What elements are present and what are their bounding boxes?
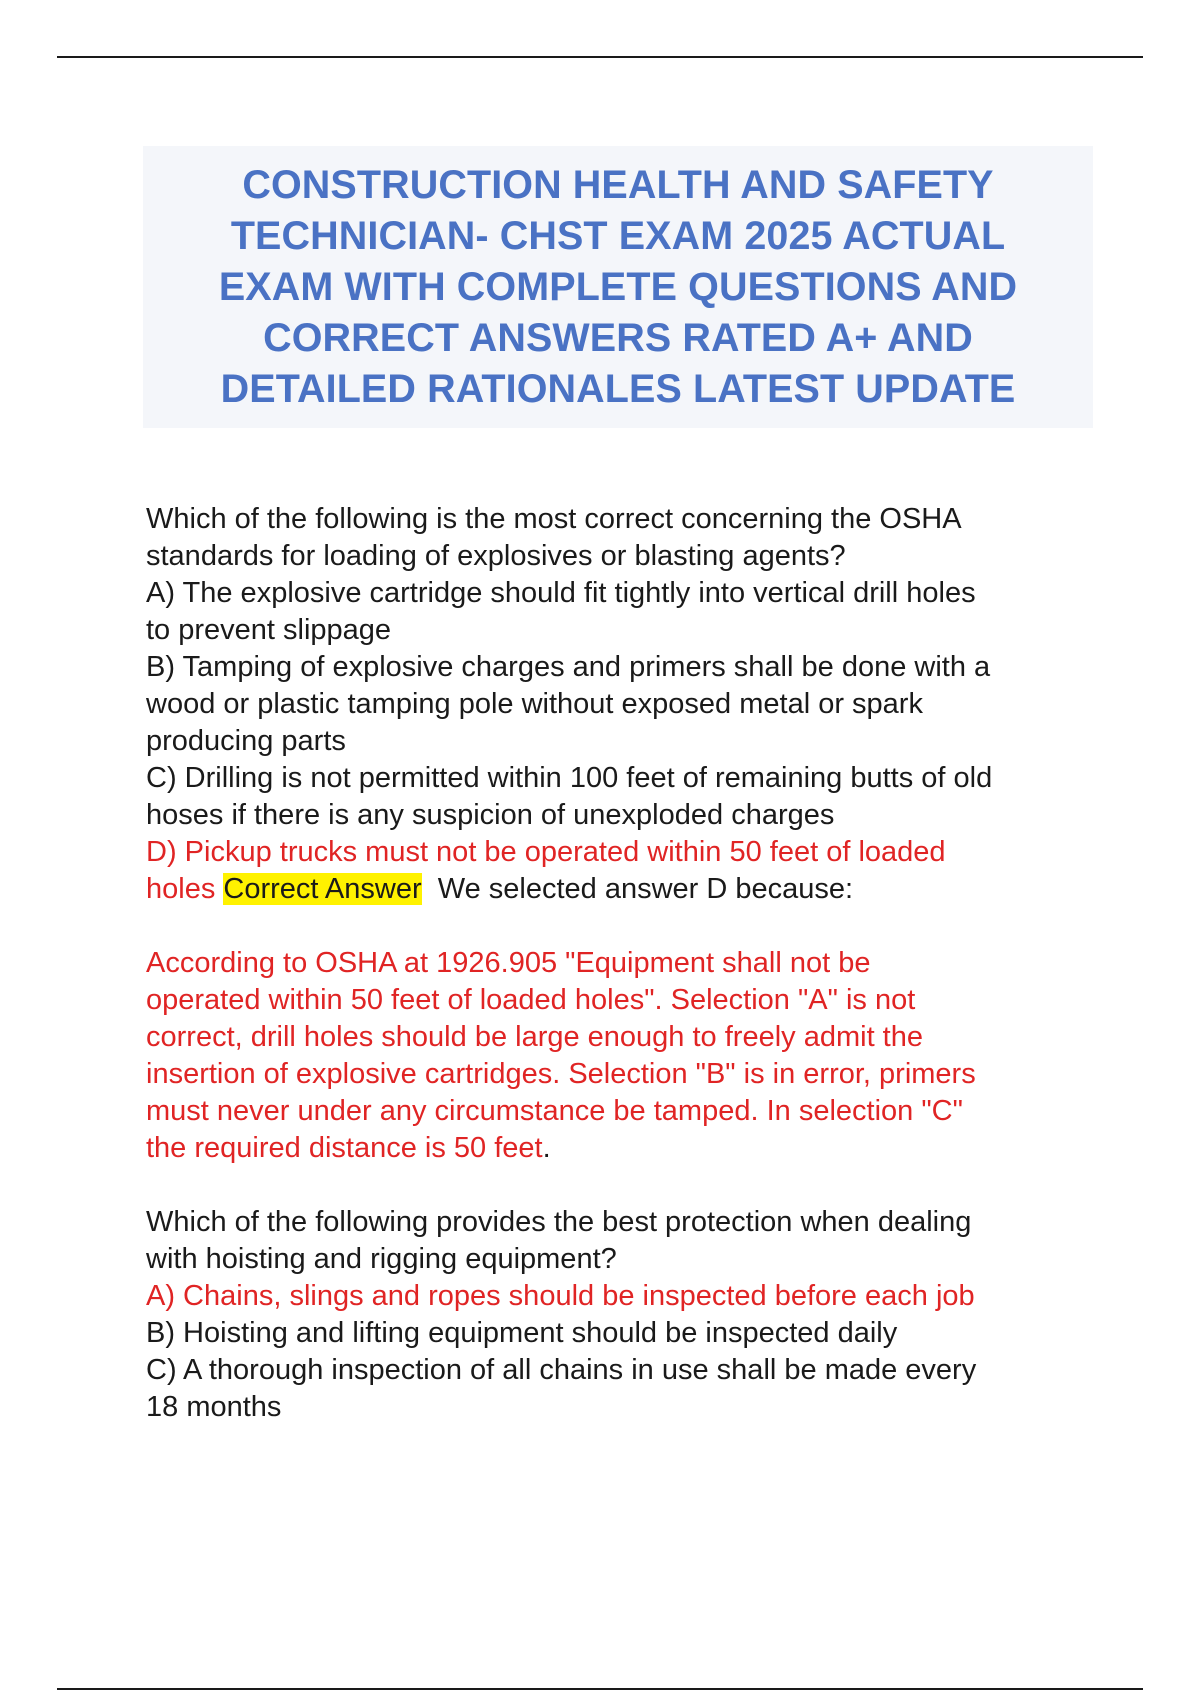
option-line: B) Tamping of explosive charges and primers shall be done with a bbox=[146, 651, 991, 683]
correct-option-line: D) Pickup trucks must not be operated within 50 feet of loaded bbox=[146, 836, 946, 868]
rationale-line: operated within 50 feet of loaded holes". Selection "A" is not bbox=[146, 984, 916, 1016]
rationale-text: the required distance is 50 feet bbox=[146, 1132, 543, 1164]
option-line: to prevent slippage bbox=[146, 614, 392, 646]
rationale-line: must never under any circumstance be tamped. In selection "C" bbox=[146, 1095, 963, 1127]
document-body bbox=[146, 501, 1106, 1426]
stem-line: standards for loading of explosives or blasting agents? bbox=[146, 540, 846, 572]
option-line: 18 months bbox=[146, 1391, 282, 1423]
question-2-option-b: B) Hoisting and lifting equipment should be inspected daily bbox=[146, 1317, 898, 1349]
question-1-stem bbox=[146, 501, 1106, 575]
option-line: producing parts bbox=[146, 725, 346, 757]
rationale-line bbox=[146, 1130, 1106, 1167]
option-line: C) A thorough inspection of all chains in use shall be made every bbox=[146, 1354, 977, 1386]
question-2-option-a: A) Chains, slings and ropes should be inspected before each job bbox=[146, 1280, 975, 1312]
option-line: A) The explosive cartridge should fit tightly into vertical drill holes bbox=[146, 577, 976, 609]
question-2 bbox=[146, 1204, 1106, 1426]
title-banner bbox=[143, 146, 1093, 428]
stem-line: Which of the following provides the best protection when dealing bbox=[146, 1206, 972, 1238]
option-line: wood or plastic tamping pole without exposed metal or spark bbox=[146, 688, 923, 720]
correct-option-line bbox=[146, 871, 1106, 908]
option-line: C) Drilling is not permitted within 100 feet of remaining butts of old bbox=[146, 762, 993, 794]
rationale-period: . bbox=[542, 1132, 551, 1164]
spacer bbox=[146, 1167, 1106, 1204]
bottom-rule bbox=[57, 1688, 1143, 1690]
title-line: CONSTRUCTION HEALTH AND SAFETY bbox=[242, 162, 994, 207]
rationale-line: correct, drill holes should be large enough to freely admit the bbox=[146, 1021, 923, 1053]
spacer bbox=[146, 908, 1106, 945]
question-2-stem bbox=[146, 1204, 1106, 1278]
rationale-line: insertion of explosive cartridges. Selection "B" is in error, primers bbox=[146, 1058, 976, 1090]
question-1-rationale bbox=[146, 945, 1106, 1167]
title-line: DETAILED RATIONALES LATEST UPDATE bbox=[220, 366, 1016, 411]
question-1-option-b bbox=[146, 649, 1106, 760]
rationale-line: According to OSHA at 1926.905 "Equipment shall not be bbox=[146, 947, 871, 979]
title-line: EXAM WITH COMPLETE QUESTIONS AND bbox=[218, 264, 1018, 309]
question-1-option-c bbox=[146, 760, 1106, 834]
correct-option-text: holes bbox=[146, 873, 216, 905]
question-1 bbox=[146, 501, 1106, 1167]
question-2-option-c bbox=[146, 1352, 1106, 1426]
document-title bbox=[219, 160, 1017, 415]
title-line: TECHNICIAN- CHST EXAM 2025 ACTUAL bbox=[230, 213, 1006, 258]
top-rule bbox=[57, 56, 1143, 58]
stem-line: Which of the following is the most correct concerning the OSHA bbox=[146, 503, 962, 535]
answer-note: We selected answer D because: bbox=[437, 873, 854, 905]
question-1-option-a bbox=[146, 575, 1106, 649]
title-line: CORRECT ANSWERS RATED A+ AND bbox=[263, 315, 973, 360]
question-1-option-d bbox=[146, 834, 1106, 908]
correct-answer-highlight: Correct Answer bbox=[223, 873, 422, 905]
stem-line: with hoisting and rigging equipment? bbox=[146, 1243, 617, 1275]
option-line: hoses if there is any suspicion of unexploded charges bbox=[146, 799, 835, 831]
